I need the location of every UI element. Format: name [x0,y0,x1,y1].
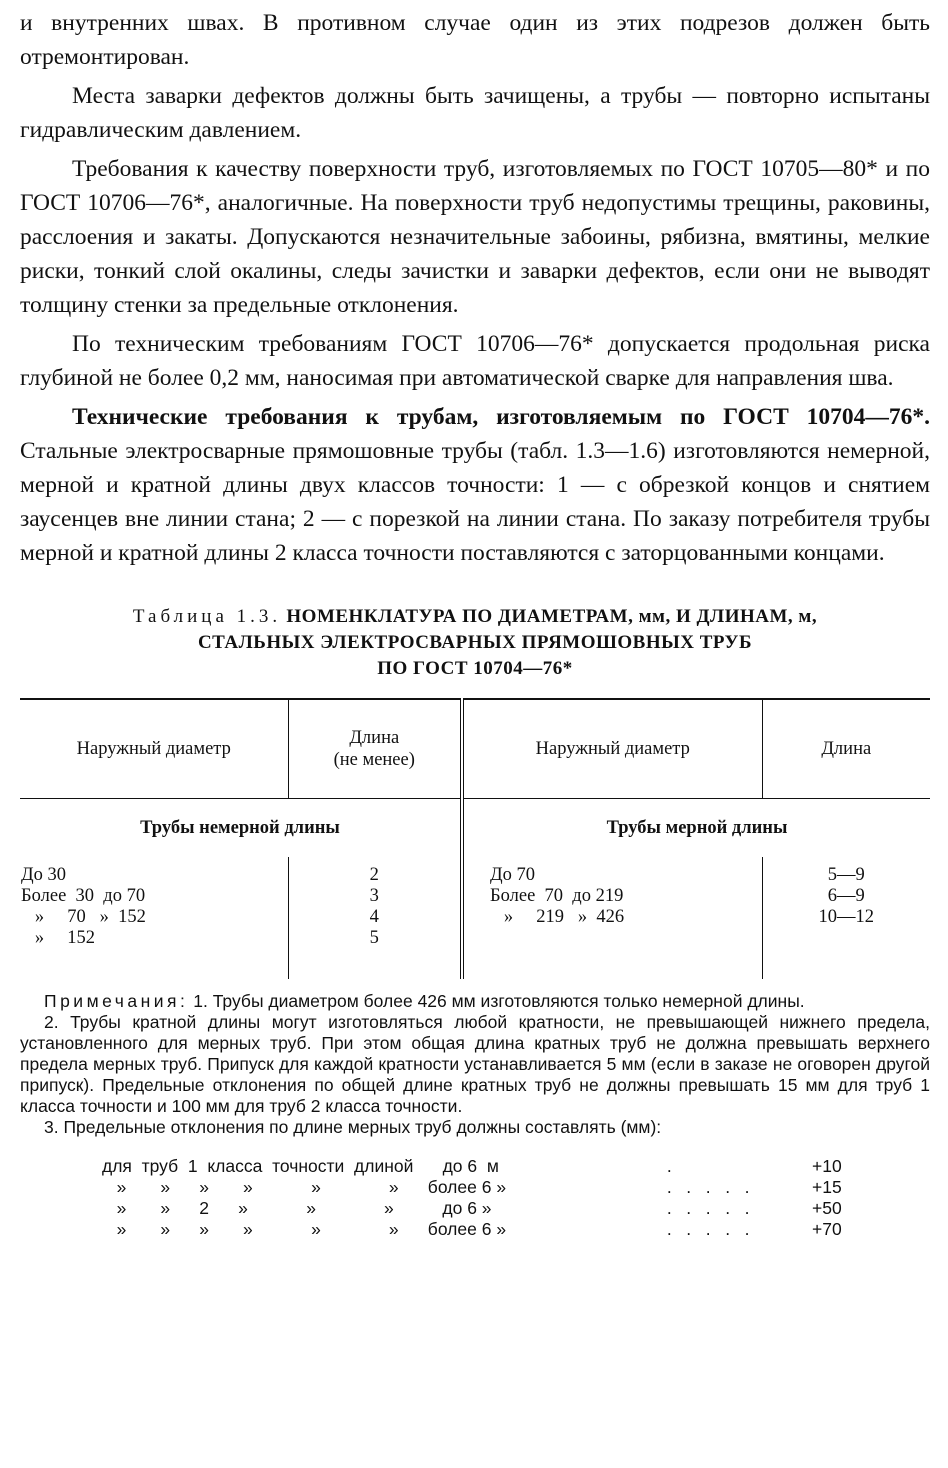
note-2: 2. Трубы кратной длины могут изготовляться любой кратности, не превышающей нижнего предела, установленного для мерных труб. При этом общая длина кратных труб не должна превышать верхнего предела мерных труб. Припуск для каждой кратности устанавливается 5 мм (если в заказе не оговорен другой припуск). Предельные отклонения по общей длине кратных труб не должны превышать 15 мм для труб 1 класса точности и 100 мм для труб 2 класса точности. [20,1012,930,1116]
note-1-text: 1. Трубы диаметром более 426 мм изготовляются только немерной длины. [188,991,805,1011]
table-cell: 5 [369,928,379,948]
group-measured-length: Трубы мерной длины [606,817,788,838]
tolerance-value: +10 [812,1156,842,1176]
tolerance-condition: » » » » » » более 6 » [102,1177,507,1197]
table-cell: » 152 [21,928,95,948]
header-length-min [288,699,462,799]
list-item [102,1177,882,1198]
table-title [20,604,930,682]
tolerance-value: +15 [812,1177,842,1197]
list-item [102,1219,882,1240]
table-cell: 5—9 [827,865,865,885]
paragraph-5-heading: Технические требования к трубам, изготовляемым по ГОСТ 10704—76*. [72,404,930,430]
header-length-right: Длина [762,699,930,799]
tolerance-condition: » » 2 » » » до 6 » [102,1198,492,1218]
paragraph-3: Требования к качеству поверхности труб, изготовляемых по ГОСТ 10705—80* и по ГОСТ 10706—76*, аналогичные. На поверхности труб недопустимы трещины, раковины, расслоения и закаты. Допускаются незначительные забоины, рябизна, вмятины, мелкие риски, тонкий слой окалины, следы зачистки и заварки дефектов, если они не выводят толщину стенки за предельные отклонения. [20,156,930,318]
right-diameters-cell [462,857,762,979]
header-outer-diameter-right: Наружный диаметр [462,699,762,799]
table-title-line-1 [20,604,930,630]
header-length-min-line-1: Длина [349,728,400,748]
list-item [102,1156,882,1177]
left-lengths-cell [288,857,462,979]
tolerance-value: +70 [812,1219,842,1239]
note-1 [20,991,930,1012]
table-group-row [20,799,930,858]
table-cell: » 70 » 152 [21,907,146,927]
tolerance-condition: для труб 1 класса точности длиной до 6 м [102,1156,499,1176]
table-title-text-1: НОМЕНКЛАТУРА ПО ДИАМЕТРАМ, мм, И ДЛИНАМ, м, [286,606,818,627]
tolerance-dots: . . . . . [662,1177,750,1197]
table-data-row [20,857,930,979]
table-label: Таблица 1.3. [132,606,282,627]
table-notes [20,991,930,1138]
table-cell: » 219 » 426 [490,907,625,927]
table-title-line-2: СТАЛЬНЫХ ЭЛЕКТРОСВАРНЫХ ПРЯМОШОВНЫХ ТРУБ [197,632,753,653]
table-cell: До 30 [21,865,66,885]
table-cell: 3 [369,886,379,906]
table-cell: До 70 [490,865,535,885]
table-cell: Более 70 до 219 [490,886,624,906]
tolerance-dots: . . . . . [662,1219,750,1239]
table-cell: 10—12 [818,907,874,927]
tolerance-dots: . . . . . [662,1198,750,1218]
tolerance-condition: » » » » » » более 6 » [102,1219,507,1239]
nomenclature-table [20,698,930,979]
table-cell: 4 [369,907,379,927]
paragraph-1: и внутренних швах. В противном случае один из этих подрезов должен быть отремонтирован. [20,10,930,70]
note-3: 3. Предельные отклонения по длине мерных труб должны составлять (мм): [44,1117,662,1137]
right-lengths-cell [762,857,930,979]
notes-label: Примечания: [44,991,189,1011]
header-length-min-line-2: (не менее) [333,750,415,770]
paragraph-4: По техническим требованиям ГОСТ 10706—76* допускается продольная риска глубиной не более 0,2 мм, наносимая при автоматической сварке для направления шва. [20,331,930,391]
table-cell: 6—9 [827,886,865,906]
table-title-line-3: ПО ГОСТ 10704—76* [377,658,573,679]
tolerance-list [102,1156,882,1240]
paragraph-5-body: Стальные электросварные прямошовные трубы (табл. 1.3—1.6) изготовляются немерной, мерной и кратной длины двух классов точности: 1 — с обрезкой концов и снятием заусенцев вне линии стана; 2 — с порезкой на линии стана. По заказу потребителя трубы мерной и кратной длины 2 класса точности поставляются с заторцованными концами. [20,438,930,566]
paragraph-2: Места заварки дефектов должны быть зачищены, а трубы — повторно испытаны гидравлическим давлением. [20,83,930,143]
header-outer-diameter-left: Наружный диаметр [20,699,288,799]
tolerance-value: +50 [812,1198,842,1218]
left-diameters-cell [20,857,288,979]
group-unmeasured-length: Трубы немерной длины [20,799,462,858]
tolerance-dots: . [662,1156,672,1176]
table-cell: 2 [369,865,379,885]
paragraph-5 [20,400,930,570]
table-header-row [20,699,930,799]
table-cell: Более 30 до 70 [21,886,146,906]
list-item [102,1198,882,1219]
